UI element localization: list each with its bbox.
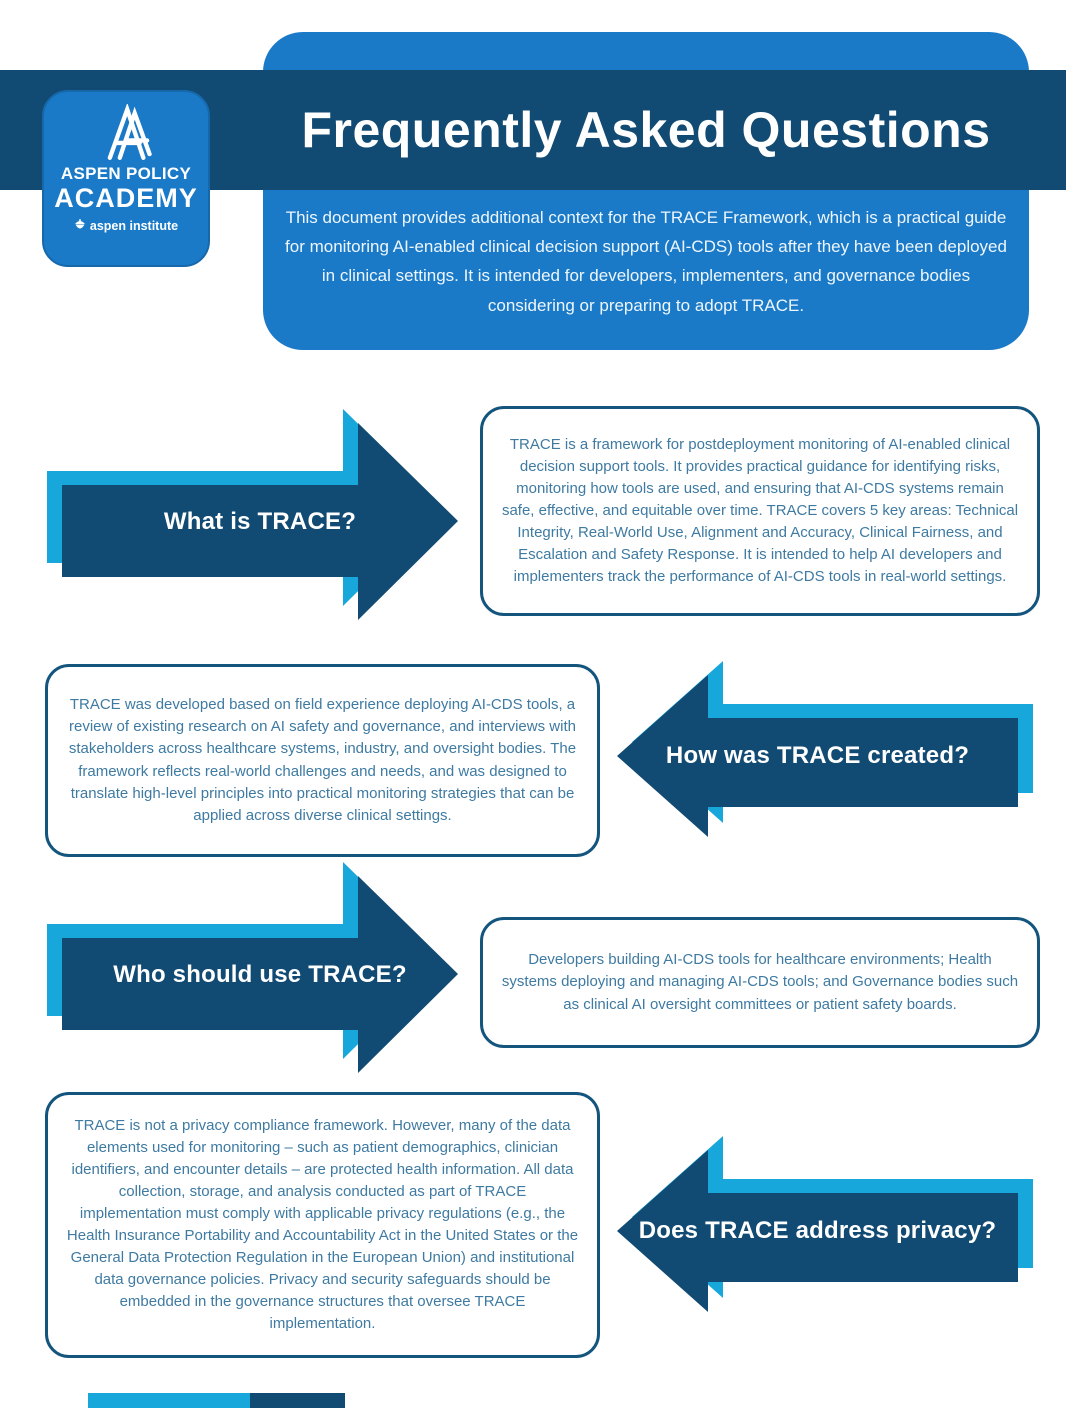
- answer-text-2: TRACE was developed based on field experience deploying AI-CDS tools, a review of existing research on AI safety and governance, and interviews with stakeholders across healthcare systems, industry, and oversight bodies. The framework reflects real-world challenges and needs, and was designed to translate high-level principles into practical monitoring strategies that can be applied across diverse clinical settings.: [68, 696, 577, 824]
- brand-subbrand: aspen institute: [89, 219, 179, 233]
- aspen-double-a-icon: [95, 104, 157, 162]
- brand-logo-tile: [42, 90, 210, 267]
- page-title: Frequently Asked Questions: [301, 102, 991, 158]
- answer-text-4: TRACE is not a privacy compliance framework. However, many of the data elements used for monitoring – such as patient demographics, clinician identifiers, and encounter details – are protected health information. All data collection, storage, and analysis conducted as part of TRACE implementation must comply with applicable privacy regulations (e.g., the Health Insurance Portability and Accountability Act in the United States or the General Data Protection Regulation in the European Union) and institutional data governance policies. Privacy and security safeguards should be embedded in the governance structures that oversee TRACE implementation.: [66, 1116, 579, 1333]
- question-label-3: Who should use TRACE?: [113, 960, 407, 988]
- brand-subbrand-row: [74, 219, 178, 233]
- question-label-1: What is TRACE?: [163, 507, 357, 535]
- next-section-preview-bar-cyan: [88, 1393, 250, 1408]
- question-label-4: Does TRACE address privacy?: [638, 1217, 997, 1244]
- answer-box-4: [45, 1092, 600, 1358]
- answer-box-3: [480, 917, 1040, 1048]
- brand-name-line1: ASPEN POLICY: [60, 164, 192, 183]
- answer-text-1: TRACE is a framework for postdeployment monitoring of AI-enabled clinical decision support tools. It provides practical guidance for identifying risks, monitoring how tools are used, and ensuring that AI-CDS systems remain safe, effective, and equitable over time. TRACE covers 5 key areas: Technical Integrity, Real-World Use, Alignment and Accuracy, Clinical Fairness, and Escalation and Safety Response. It is intended to help AI developers and implementers track the performance of AI-CDS tools in real-world settings.: [501, 435, 1019, 586]
- answer-text-3: Developers building AI-CDS tools for healthcare environments; Health systems deploying and managing AI-CDS tools; and Governance bodies such as clinical AI oversight committees or patient safety boards.: [501, 951, 1019, 1013]
- intro-text: This document provides additional context for the TRACE Framework, which is a practical guide for monitoring AI-enabled clinical decision support (AI-CDS) tools after they have been deployed in clinical settings. It is intended for developers, implementers, and governance bodies considering or preparing to adopt TRACE.: [285, 208, 1007, 315]
- acorn-icon: [74, 219, 86, 233]
- answer-box-2: [45, 664, 600, 857]
- answer-box-1: [480, 406, 1040, 616]
- question-label-2: How was TRACE created?: [665, 742, 970, 769]
- next-section-preview-bar-navy: [250, 1393, 345, 1408]
- brand-name-line2: ACADEMY: [54, 183, 198, 213]
